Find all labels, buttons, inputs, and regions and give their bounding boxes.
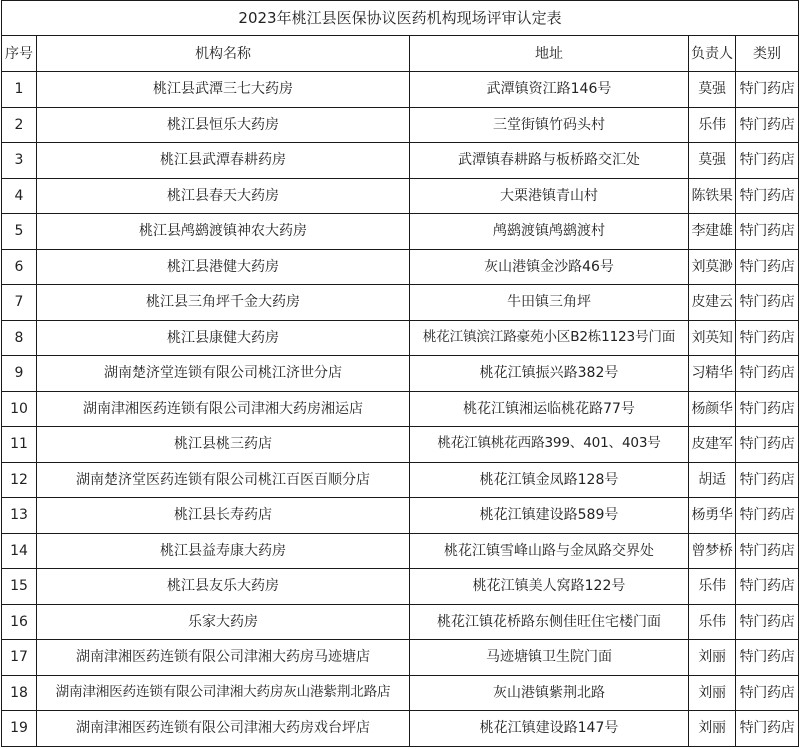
row-category: 特门药店 — [736, 356, 799, 392]
row-person: 刘英知 — [689, 320, 736, 356]
approval-table — [1, 0, 799, 747]
row-person: 曾梦桥 — [689, 533, 736, 569]
row-name: 桃江县武潭春耕药房 — [37, 143, 410, 179]
row-index: 2 — [2, 107, 37, 143]
row-index: 9 — [2, 356, 37, 392]
row-name: 湖南津湘医药连锁有限公司津湘大药房戏台坪店 — [37, 711, 410, 747]
table-row — [2, 533, 799, 569]
row-address: 桃花江镇美人窝路122号 — [410, 569, 689, 605]
row-index: 3 — [2, 143, 37, 179]
row-address: 武潭镇春耕路与板桥路交汇处 — [410, 143, 689, 179]
row-index: 5 — [2, 214, 37, 250]
table-row — [2, 462, 799, 498]
row-person: 乐伟 — [689, 569, 736, 605]
row-address: 武潭镇资江路146号 — [410, 72, 689, 108]
row-name: 桃江县长寿药店 — [37, 498, 410, 534]
row-category: 特门药店 — [736, 143, 799, 179]
row-person: 刘丽 — [689, 640, 736, 676]
row-category: 特门药店 — [736, 107, 799, 143]
table-row — [2, 711, 799, 747]
row-person: 皮建军 — [689, 427, 736, 463]
table-row — [2, 214, 799, 250]
row-name: 湖南津湘医药连锁有限公司津湘大药房灰山港紫荆北路店 — [37, 675, 410, 711]
row-person: 陈铁果 — [689, 178, 736, 214]
row-address: 灰山港镇金沙路46号 — [410, 249, 689, 285]
table-row — [2, 72, 799, 108]
table-row — [2, 356, 799, 392]
row-address: 桃花江镇滨江路豪苑小区B2栋1123号门面 — [410, 320, 689, 356]
table-row — [2, 498, 799, 534]
table-row — [2, 604, 799, 640]
row-person: 刘莫渺 — [689, 249, 736, 285]
row-name: 乐家大药房 — [37, 604, 410, 640]
row-category: 特门药店 — [736, 249, 799, 285]
table-row — [2, 285, 799, 321]
row-name: 湖南津湘医药连锁有限公司津湘大药房湘运店 — [37, 391, 410, 427]
row-address: 三堂街镇竹码头村 — [410, 107, 689, 143]
row-index: 4 — [2, 178, 37, 214]
row-category: 特门药店 — [736, 391, 799, 427]
row-category: 特门药店 — [736, 72, 799, 108]
row-name: 桃江县武潭三七大药房 — [37, 72, 410, 108]
row-category: 特门药店 — [736, 533, 799, 569]
table-row — [2, 249, 799, 285]
row-category: 特门药店 — [736, 214, 799, 250]
table-row — [2, 143, 799, 179]
row-address: 大栗港镇青山村 — [410, 178, 689, 214]
row-person: 乐伟 — [689, 604, 736, 640]
header-row — [2, 36, 799, 72]
row-person: 刘丽 — [689, 675, 736, 711]
table-row — [2, 427, 799, 463]
row-person: 胡适 — [689, 462, 736, 498]
row-name: 湖南楚济堂医药连锁有限公司桃江百医百顺分店 — [37, 462, 410, 498]
row-person: 李建雄 — [689, 214, 736, 250]
row-address: 灰山港镇紫荆北路 — [410, 675, 689, 711]
row-person: 刘丽 — [689, 711, 736, 747]
row-person: 莫强 — [689, 72, 736, 108]
header-category: 类别 — [736, 36, 799, 72]
row-person: 杨勇华 — [689, 498, 736, 534]
table-title: 2023年桃江县医保协议医药机构现场评审认定表 — [2, 1, 799, 36]
row-category: 特门药店 — [736, 178, 799, 214]
row-index: 15 — [2, 569, 37, 605]
row-category: 特门药店 — [736, 675, 799, 711]
row-index: 17 — [2, 640, 37, 676]
row-index: 10 — [2, 391, 37, 427]
row-address: 牛田镇三角坪 — [410, 285, 689, 321]
row-address: 桃花江镇振兴路382号 — [410, 356, 689, 392]
row-address: 桃花江镇花桥路东侧佳旺住宅楼门面 — [410, 604, 689, 640]
row-category: 特门药店 — [736, 498, 799, 534]
row-category: 特门药店 — [736, 320, 799, 356]
row-index: 1 — [2, 72, 37, 108]
table-row — [2, 675, 799, 711]
row-index: 8 — [2, 320, 37, 356]
row-index: 19 — [2, 711, 37, 747]
row-person: 莫强 — [689, 143, 736, 179]
row-address: 桃花江镇建设路589号 — [410, 498, 689, 534]
row-index: 12 — [2, 462, 37, 498]
table-row — [2, 640, 799, 676]
row-category: 特门药店 — [736, 285, 799, 321]
row-address: 桃花江镇湘运临桃花路77号 — [410, 391, 689, 427]
row-name: 桃江县三角坪千金大药房 — [37, 285, 410, 321]
row-name: 桃江县益寿康大药房 — [37, 533, 410, 569]
table-row — [2, 320, 799, 356]
table-row — [2, 569, 799, 605]
row-category: 特门药店 — [736, 604, 799, 640]
row-index: 7 — [2, 285, 37, 321]
header-name: 机构名称 — [37, 36, 410, 72]
row-category: 特门药店 — [736, 569, 799, 605]
row-category: 特门药店 — [736, 640, 799, 676]
table-row — [2, 107, 799, 143]
row-index: 16 — [2, 604, 37, 640]
row-index: 11 — [2, 427, 37, 463]
row-address: 马迹塘镇卫生院门面 — [410, 640, 689, 676]
row-name: 桃江县春天大药房 — [37, 178, 410, 214]
row-index: 14 — [2, 533, 37, 569]
row-address: 鸬鹚渡镇鸬鹚渡村 — [410, 214, 689, 250]
table-row — [2, 391, 799, 427]
row-name: 桃江县恒乐大药房 — [37, 107, 410, 143]
row-address: 桃花江镇金凤路128号 — [410, 462, 689, 498]
row-index: 6 — [2, 249, 37, 285]
row-name: 桃江县友乐大药房 — [37, 569, 410, 605]
row-name: 桃江县康健大药房 — [37, 320, 410, 356]
row-name: 湖南津湘医药连锁有限公司津湘大药房马迹塘店 — [37, 640, 410, 676]
row-person: 习精华 — [689, 356, 736, 392]
row-address: 桃花江镇雪峰山路与金凤路交界处 — [410, 533, 689, 569]
row-name: 桃江县鸬鹚渡镇神农大药房 — [37, 214, 410, 250]
table-row — [2, 178, 799, 214]
row-person: 皮建云 — [689, 285, 736, 321]
row-person: 乐伟 — [689, 107, 736, 143]
row-name: 桃江县港健大药房 — [37, 249, 410, 285]
row-category: 特门药店 — [736, 462, 799, 498]
row-name: 湖南楚济堂连锁有限公司桃江济世分店 — [37, 356, 410, 392]
header-index: 序号 — [2, 36, 37, 72]
row-index: 18 — [2, 675, 37, 711]
row-person: 杨颜华 — [689, 391, 736, 427]
row-category: 特门药店 — [736, 427, 799, 463]
row-name: 桃江县桃三药店 — [37, 427, 410, 463]
header-person: 负责人 — [689, 36, 736, 72]
row-category: 特门药店 — [736, 711, 799, 747]
row-index: 13 — [2, 498, 37, 534]
row-address: 桃花江镇桃花西路399、401、403号 — [410, 427, 689, 463]
header-address: 地址 — [410, 36, 689, 72]
row-address: 桃花江镇建设路147号 — [410, 711, 689, 747]
title-row — [2, 1, 799, 36]
